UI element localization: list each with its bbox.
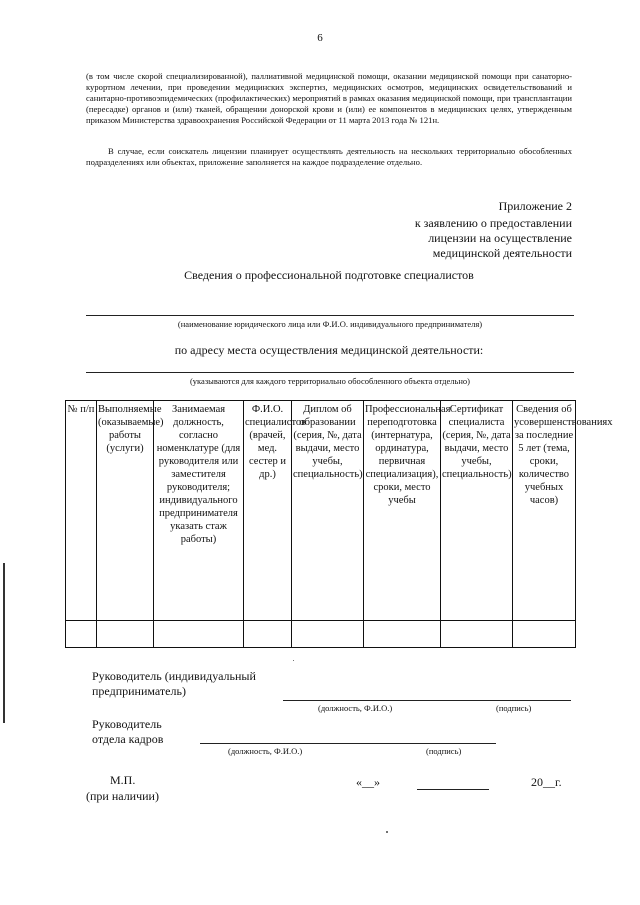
table-cell[interactable] [513, 621, 576, 648]
scan-speck [386, 831, 388, 833]
multi-site-paragraph: В случае, если соискатель лицензии планирует осуществлять деятельность на нескольких территориально обособленных подразделениях или объектах, приложение заполняется на каждое подразделение отдельно. [86, 146, 572, 167]
form-heading: Сведения о профессиональной подготовке специалистов [184, 268, 474, 282]
col-number: № п/п [66, 401, 97, 621]
col-services: Выполняемые (оказываемые) работы (услуги) [97, 401, 154, 621]
date-month-line[interactable] [417, 789, 489, 790]
address-caption: (указываются для каждого территориально обособленного объекта отдельно) [189, 376, 471, 386]
hr-position-caption: (должность, Ф.И.О.) [228, 746, 303, 756]
head-label-line-2: предприниматель) [92, 684, 186, 698]
appendix-line-2: к заявлению о предоставлении [414, 216, 572, 230]
hr-label-line-2: отдела кадров [92, 732, 164, 746]
stamp-label: М.П. [110, 773, 136, 787]
table-cell[interactable] [244, 621, 292, 648]
page-number: 6 [317, 32, 323, 44]
table-row [66, 621, 576, 648]
address-label: по адресу места осуществления медицинской деятельности: [174, 343, 484, 357]
col-advanced-training: Сведения об усовершенствованиях за последние 5 лет (тема, сроки, количество учебных часов) [513, 401, 576, 621]
intro-paragraph: (в том числе скорой специализированной), паллиативной медицинской помощи, оказании медицинской помощи при санаторно-курортном лечении, при проведении медицинских экспертиз, медицинских осмотров, медицинских освидетельствований и санитарно-противоэпидемических (профилактических) мероприятий в рамках оказания медицинской помощи, при трансплантации (пересадке) органов и (или) тканей, обращении донорской крови и (или) ее компонентов в медицинских целях, утвержденным приказом Министерства здравоохранения Российской Федерации от 11 марта 2013 года № 121н. [86, 71, 572, 125]
stamp-note: (при наличии) [86, 789, 159, 803]
head-label [92, 669, 256, 699]
table-cell[interactable] [66, 621, 97, 648]
hr-label-line-1: Руководитель [92, 717, 162, 731]
hr-sign-caption: (подпись) [426, 746, 462, 756]
address-line[interactable] [86, 372, 574, 373]
head-position-caption: (должность, Ф.И.О.) [318, 703, 393, 713]
head-label-line-1: Руководитель (индивидуальный [92, 669, 256, 683]
table-cell[interactable] [97, 621, 154, 648]
col-certificate: Сертификат специалиста (серия, №, дата выдачи, место учебы, специальность) [441, 401, 513, 621]
table-cell[interactable] [364, 621, 441, 648]
table-cell[interactable] [292, 621, 364, 648]
head-sign-caption: (подпись) [496, 703, 532, 713]
hr-label [92, 717, 163, 747]
entity-name-line[interactable] [86, 315, 574, 316]
col-retraining: Профессиональная переподготовка (интернатура, ординатура, первичная специализация), сроки, место учебы [364, 401, 441, 621]
scan-speck [293, 660, 294, 661]
entity-caption: (наименование юридического лица или Ф.И.О. индивидуального предпринимателя) [177, 319, 483, 329]
appendix-title: Приложение 2 [498, 199, 572, 213]
head-signature-line[interactable] [283, 700, 571, 701]
col-diploma: Диплом об образовании (серия, №, дата выдачи, место учебы, специальность) [292, 401, 364, 621]
col-position: Занимаемая должность, согласно номенклатуре (для руководителя или заместителя руководителя; индивидуального предпринимателя указать стаж работы) [154, 401, 244, 621]
date-year[interactable]: 20__г. [531, 775, 562, 789]
appendix-line-3: лицензии на осуществление [428, 231, 572, 245]
appendix-line-4: медицинской деятельности [432, 246, 572, 260]
date-day[interactable]: «__» [356, 775, 380, 789]
col-name: Ф.И.О. специалистов (врачей, мед. сестер и др.) [244, 401, 292, 621]
appendix-block [360, 199, 572, 261]
table-cell[interactable] [154, 621, 244, 648]
specialists-table [65, 400, 613, 648]
scan-edge-mark [3, 563, 5, 723]
table-cell[interactable] [441, 621, 513, 648]
hr-signature-line[interactable] [200, 743, 496, 744]
